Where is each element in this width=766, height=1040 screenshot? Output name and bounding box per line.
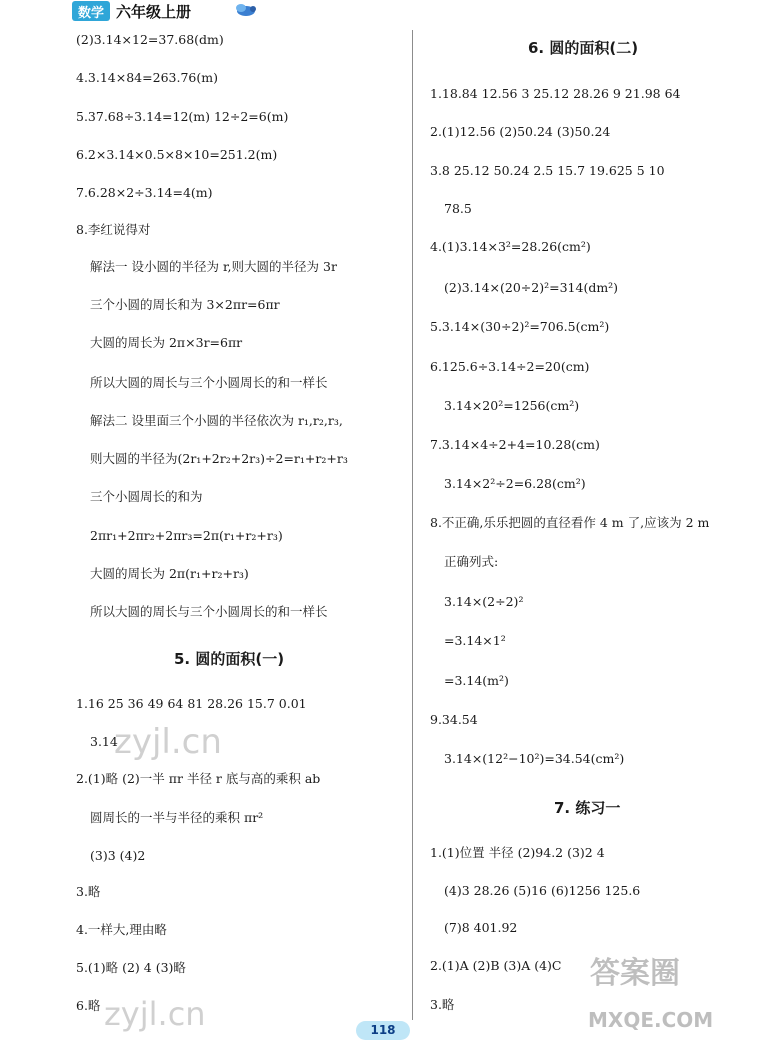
answer-line: 5.3.14×(30÷2)²=706.5(cm²) [430,319,610,334]
answer-line: 3.略 [430,997,455,1012]
answer-line: (7)8 401.92 [444,920,518,935]
answer-line: 4.3.14×84=263.76(m) [76,70,218,85]
answer-line: 解法二 设里面三个小圆的半径依次为 r₁,r₂,r₃, [90,413,343,428]
answer-line: 5.(1)略 (2) 4 (3)略 [76,960,186,975]
answer-line: 所以大圆的周长与三个小圆周长的和一样长 [90,604,328,619]
answer-line: 3.14 [90,734,118,749]
answer-line: 4.一样大,理由略 [76,922,167,937]
answer-line: 1.16 25 36 49 64 81 28.26 15.7 0.01 [76,696,307,711]
answer-line: 78.5 [444,201,472,216]
answer-line: 3.14×(12²−10²)=34.54(cm²) [444,751,625,766]
answer-line: 三个小圆周长的和为 [90,489,203,504]
subject-logo: 数学 [72,1,110,21]
answer-line: 2.(1)略 (2)一半 πr 半径 r 底与高的乘积 ab [76,771,321,786]
answer-line: 6.2×3.14×0.5×8×10=251.2(m) [76,147,278,162]
grade-label: 六年级上册 [116,2,192,21]
answer-line: 3.14×(2÷2)² [444,594,524,609]
answer-line: 5.37.68÷3.14=12(m) 12÷2=6(m) [76,109,289,124]
answer-line: 2.(1)A (2)B (3)A (4)C [430,958,562,973]
answer-line: (2)3.14×(20÷2)²=314(dm²) [444,280,619,295]
answer-line: 2.(1)12.56 (2)50.24 (3)50.24 [430,124,611,139]
answer-line: 3.14×20²=1256(cm²) [444,398,580,413]
answer-line: 8.不正确,乐乐把圆的直径看作 4 m 了,应该为 2 m [430,515,710,530]
answer-line: (2)3.14×12=37.68(dm) [76,32,224,47]
answer-line: 3.14×2²÷2=6.28(cm²) [444,476,586,491]
answer-line: 所以大圆的周长与三个小圆周长的和一样长 [90,375,328,390]
section-title: 7. 练习一 [554,799,621,817]
watermark: zyjl.cn [104,995,206,1033]
answer-line: 大圆的周长为 2π×3r=6πr [90,335,243,350]
answer-line: 6.125.6÷3.14÷2=20(cm) [430,359,590,374]
answer-line: 7.6.28×2÷3.14=4(m) [76,185,213,200]
answer-line: 3.8 25.12 50.24 2.5 15.7 19.625 5 10 [430,163,665,178]
answer-line: 圆周长的一半与半径的乘积 πr² [90,810,264,825]
answer-line: 三个小圆的周长和为 3×2πr=6πr [90,297,280,312]
answer-line: 2πr₁+2πr₂+2πr₃=2π(r₁+r₂+r₃) [90,528,283,543]
answer-line: 1.18.84 12.56 3 25.12 28.26 9 21.98 64 [430,86,681,101]
watermark: MXQE.COM [588,1008,714,1032]
book-header [72,0,191,22]
answer-line: 3.略 [76,884,101,899]
answer-line: 正确列式: [444,554,499,569]
answer-line: 4.(1)3.14×3²=28.26(cm²) [430,239,591,254]
answer-line: (3)3 (4)2 [90,848,146,863]
watermark: zyjl.cn [114,722,222,762]
watermark: 答案圈 [590,956,680,991]
answer-line: 6.略 [76,998,101,1013]
answer-line: =3.14(m²) [444,673,509,688]
bird-icon [232,2,260,18]
answer-line: (4)3 28.26 (5)16 (6)1256 125.6 [444,883,641,898]
answer-line: 1.(1)位置 半径 (2)94.2 (3)2 4 [430,845,605,860]
answer-line: 9.34.54 [430,712,478,727]
page-number: 118 [356,1021,410,1040]
answer-line: 8.李红说得对 [76,222,151,237]
answer-line: 则大圆的半径为(2r₁+2r₂+2r₃)÷2=r₁+r₂+r₃ [90,451,348,466]
answer-line: 7.3.14×4÷2+4=10.28(cm) [430,437,600,452]
answer-line: 解法一 设小圆的半径为 r,则大圆的半径为 3r [90,259,337,274]
section-title: 5. 圆的面积(一) [174,650,285,668]
column-divider [412,30,413,1020]
answer-line: 大圆的周长为 2π(r₁+r₂+r₃) [90,566,249,581]
answer-line: =3.14×1² [444,633,506,648]
section-title: 6. 圆的面积(二) [528,39,639,57]
